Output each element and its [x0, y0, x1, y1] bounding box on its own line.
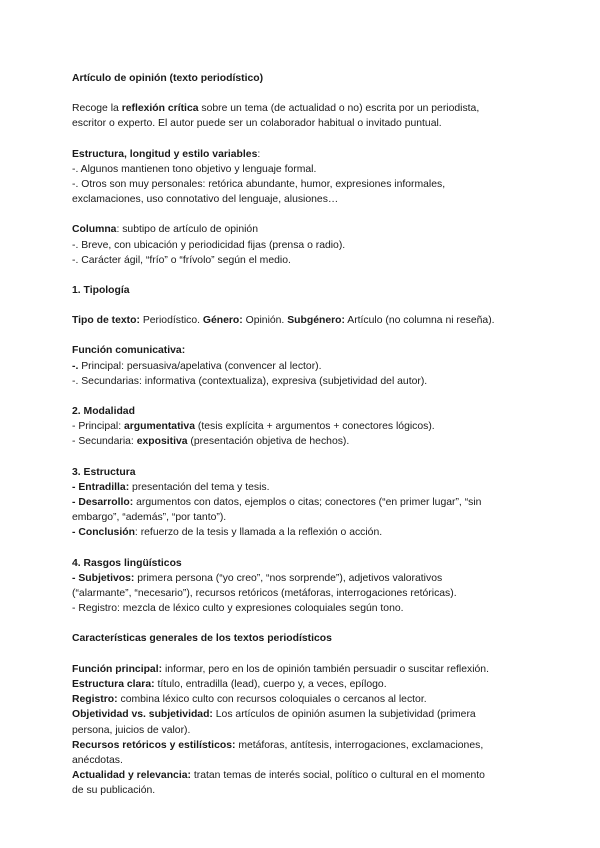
estructura3-line-3: embargo”, “además”, “por tanto”).: [72, 512, 227, 524]
generales-line-6: Recursos retóricos y estilísticos: metáforas, antítesis, interrogaciones, exclamaciones,: [72, 739, 484, 751]
generales-line-8: Actualidad y relevancia: tratan temas de interés social, político o cultural en el momento: [72, 770, 485, 782]
generales-line-1: Función principal: informar, pero en los de opinión también persuadir o suscitar reflexión.: [72, 663, 489, 675]
modalidad-heading: 2. Modalidad: [72, 406, 135, 418]
rasgos-line-3: - Registro: mezcla de léxico culto y expresiones coloquiales según tono.: [72, 603, 404, 615]
funcion-line-1: -. Principal: persuasiva/apelativa (convencer al lector).: [72, 360, 322, 372]
modalidad-line-2: - Secundaria: expositiva (presentación objetiva de hechos).: [72, 436, 350, 448]
generales-line-2: Estructura clara: título, entradilla (lead), cuerpo y, a veces, epílogo.: [72, 678, 387, 690]
generales-line-4: Objetividad vs. subjetividad: Los artículos de opinión asumen la subjetividad (primera: [72, 709, 476, 721]
generales-line-3: Registro: combina léxico culto con recursos coloquiales o cercanos al lector.: [72, 694, 427, 706]
estructura3-line-1: - Entradilla: presentación del tema y tesis.: [72, 481, 270, 493]
generales-heading: Características generales de los textos periodísticos: [72, 633, 332, 645]
estructura3-heading: 3. Estructura: [72, 466, 136, 478]
funcion-heading: Función comunicativa:: [72, 345, 186, 357]
generales-line-9: de su publicación.: [72, 785, 156, 797]
generales-line-5: persona, juicios de valor).: [72, 724, 191, 736]
estructura-line-3: exclamaciones, uso connotativo del lenguaje, alusiones…: [72, 194, 339, 206]
generales-line-7: anécdotas.: [72, 754, 123, 766]
rasgos-line-2: (“alarmante”, “necesario”), recursos retóricos (metáforas, interrogaciones retóricas).: [72, 588, 457, 600]
columna-heading: Columna: subtipo de artículo de opinión: [72, 224, 258, 236]
intro-line-1: Recoge la reflexión crítica sobre un tema (de actualidad o no) escrita por un periodista,: [72, 103, 480, 115]
estructura-line-1: -. Algunos mantienen tono objetivo y lenguaje formal.: [72, 163, 317, 175]
estructura-heading: Estructura, longitud y estilo variables:: [72, 148, 261, 160]
columna-line-1: -. Breve, con ubicación y periodicidad fijas (prensa o radio).: [72, 239, 346, 251]
rasgos-heading: 4. Rasgos lingüísticos: [72, 557, 182, 569]
estructura3-line-4: - Conclusión: refuerzo de la tesis y llamada a la reflexión o acción.: [72, 527, 383, 539]
estructura-line-2: -. Otros son muy personales: retórica abundante, humor, expresiones informales,: [72, 179, 446, 191]
estructura3-line-2: - Desarrollo: argumentos con datos, ejemplos o citas; conectores (“en primer lugar”, “sin: [72, 497, 482, 509]
intro-line-2: escritor o experto. El autor puede ser un colaborador habitual o invitado puntual.: [72, 118, 442, 130]
document-page: [72, 71, 542, 799]
modalidad-line-1: - Principal: argumentativa (tesis explícita + argumentos + conectores lógicos).: [72, 421, 435, 433]
columna-line-2: -. Carácter ágil, “frío” o “frívolo” según el medio.: [72, 254, 291, 266]
tipologia-heading: 1. Tipología: [72, 285, 130, 297]
rasgos-line-1: - Subjetivos: primera persona (“yo creo”, “nos sorprende”), adjetivos valorativos: [72, 572, 443, 584]
tipologia-line: Tipo de texto: Periodístico. Género: Opinión. Subgénero: Artículo (no columna ni reseña).: [72, 315, 495, 327]
funcion-line-2: -. Secundarias: informativa (contextualiza), expresiva (subjetividad del autor).: [72, 375, 428, 387]
document-title: Artículo de opinión (texto periodístico): [72, 73, 264, 84]
